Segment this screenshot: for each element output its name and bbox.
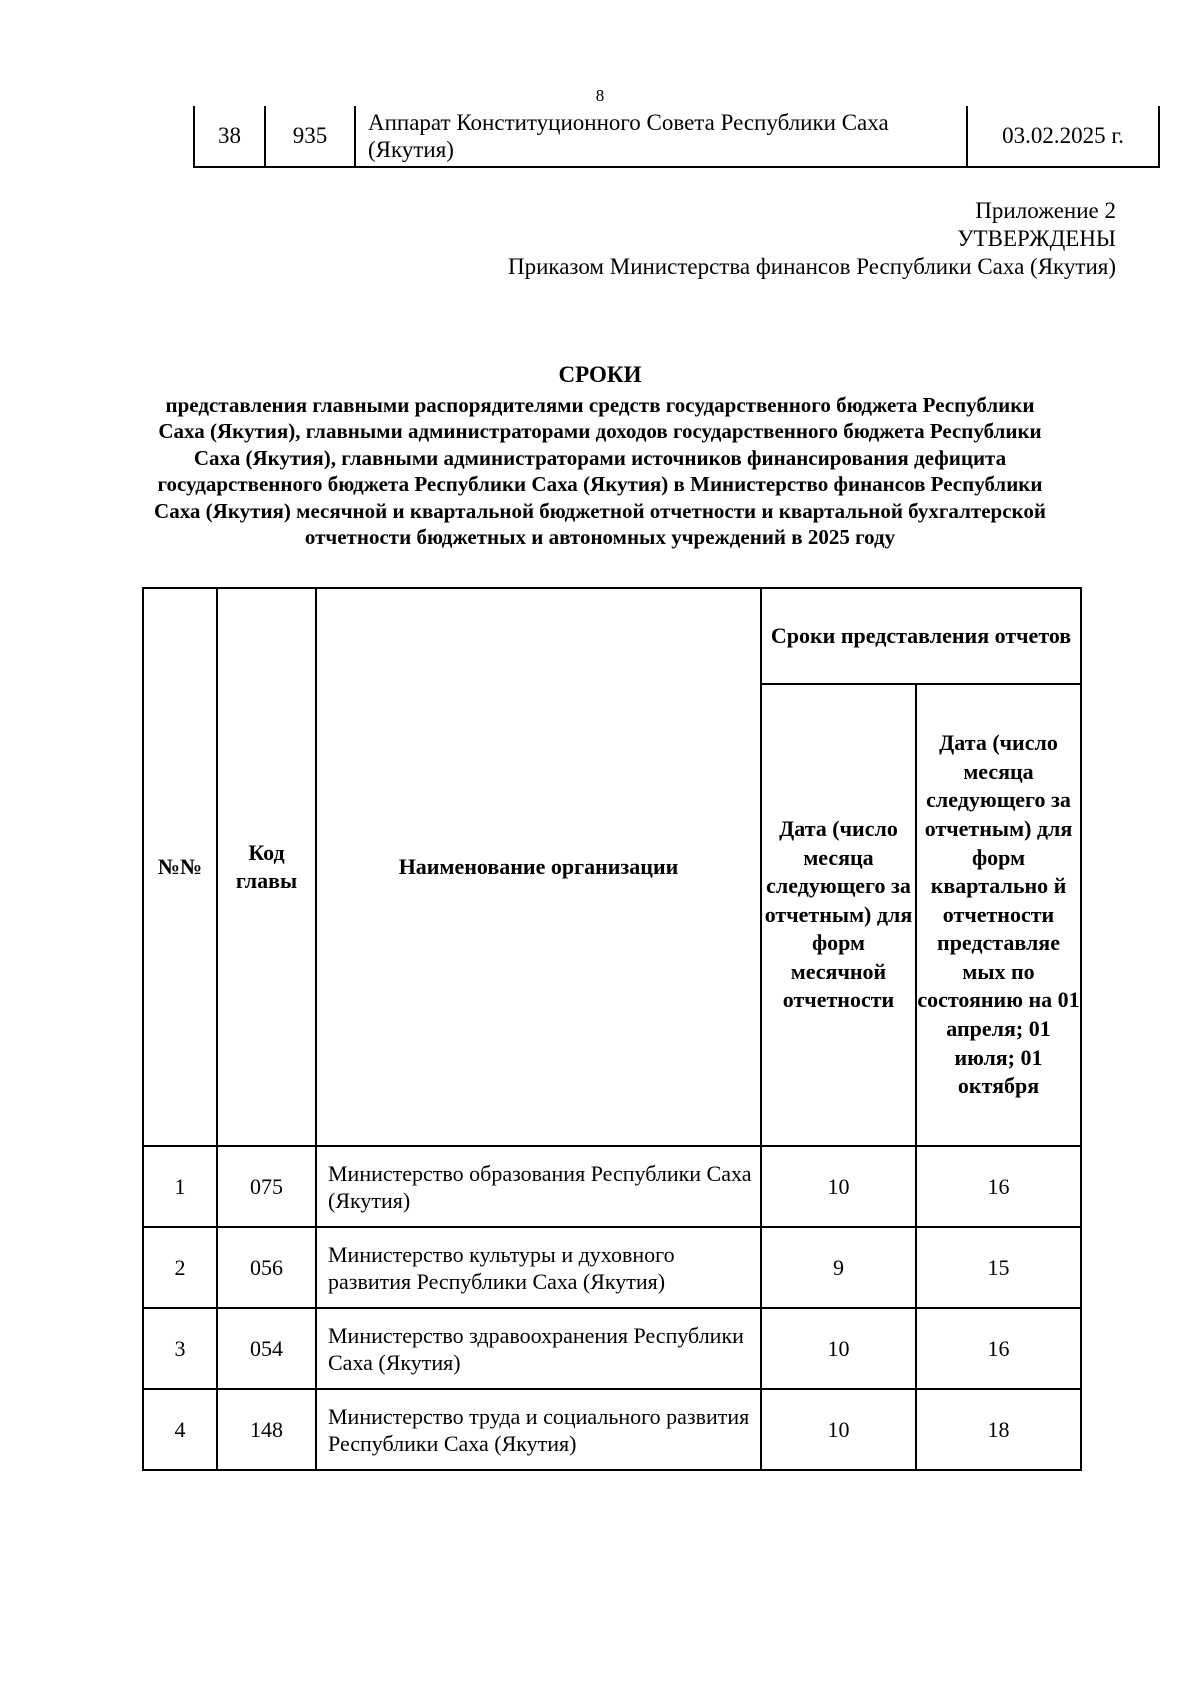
order-reference: Приказом Министерства финансов Республики Саха (Якутия) bbox=[507, 254, 1116, 279]
header-name: Наименование организации bbox=[316, 588, 761, 1146]
page-number: 8 bbox=[595, 86, 605, 105]
date-cell: 03.02.2025 г. bbox=[967, 106, 1159, 167]
row-number: 2 bbox=[143, 1227, 217, 1308]
approval-block bbox=[508, 197, 1116, 281]
header-code: Код главы bbox=[217, 588, 316, 1146]
appendix-label: Приложение 2 bbox=[975, 198, 1116, 223]
organization-name: Министерство здравоохранения Республики Саха (Якутия) bbox=[316, 1308, 761, 1389]
header-terms: Сроки представления отчетов bbox=[761, 588, 1081, 684]
chapter-code: 148 bbox=[217, 1389, 316, 1470]
header-row bbox=[143, 588, 1081, 684]
organization-name: Министерство культуры и духовного развития Республики Саха (Якутия) bbox=[316, 1227, 761, 1308]
organization-name: Министерство труда и социального развития Республики Саха (Якутия) bbox=[316, 1389, 761, 1470]
row-number: 4 bbox=[143, 1389, 217, 1470]
row-number: 38 bbox=[194, 106, 265, 167]
table-row bbox=[143, 1227, 1081, 1308]
chapter-code: 075 bbox=[217, 1146, 316, 1227]
table-row bbox=[194, 106, 1159, 167]
chapter-code: 056 bbox=[217, 1227, 316, 1308]
organization-name: Министерство образования Республики Саха (Якутия) bbox=[316, 1146, 761, 1227]
chapter-code: 935 bbox=[265, 106, 355, 167]
monthly-day: 10 bbox=[761, 1389, 916, 1470]
table-row bbox=[143, 1389, 1081, 1470]
monthly-day: 10 bbox=[761, 1146, 916, 1227]
approved-label: УТВЕРЖДЕНЫ bbox=[957, 226, 1116, 251]
continuation-table bbox=[193, 106, 1160, 168]
row-number: 1 bbox=[143, 1146, 217, 1227]
document-title: СРОКИ bbox=[558, 362, 642, 387]
table-row bbox=[143, 1146, 1081, 1227]
quarterly-day: 15 bbox=[916, 1227, 1081, 1308]
header-number: №№ bbox=[143, 588, 217, 1146]
quarterly-day: 18 bbox=[916, 1389, 1081, 1470]
document-subtitle: представления главными распорядителями средств государственного бюджета Республики Саха (Якутия), главными администраторами доходов государственного бюджета Республики Саха (Якутия), главными администраторами источников финансирования дефицита государственного бюджета Республики Саха (Якутия) в Министерство финансов Республики Саха (Якутия) месячной и квартальной бюджетной отчетности и квартальной бухгалтерской отчетности бюджетных и автономных учреждений в 2025 году bbox=[154, 393, 1046, 550]
header-monthly: Дата (число месяца следующего за отчетным) для форм месячной отчетности bbox=[761, 684, 916, 1146]
deadlines-table bbox=[142, 587, 1082, 1471]
row-number: 3 bbox=[143, 1308, 217, 1389]
organization-name: Аппарат Конституционного Совета Республики Саха (Якутия) bbox=[355, 106, 967, 167]
table-row bbox=[143, 1308, 1081, 1389]
chapter-code: 054 bbox=[217, 1308, 316, 1389]
monthly-day: 9 bbox=[761, 1227, 916, 1308]
monthly-day: 10 bbox=[761, 1308, 916, 1389]
quarterly-day: 16 bbox=[916, 1146, 1081, 1227]
header-quarterly: Дата (число месяца следующего за отчетным) для форм квартально й отчетности представляе мых по состоянию на 01 апреля; 01 июля; 01 октября bbox=[916, 684, 1081, 1146]
quarterly-day: 16 bbox=[916, 1308, 1081, 1389]
